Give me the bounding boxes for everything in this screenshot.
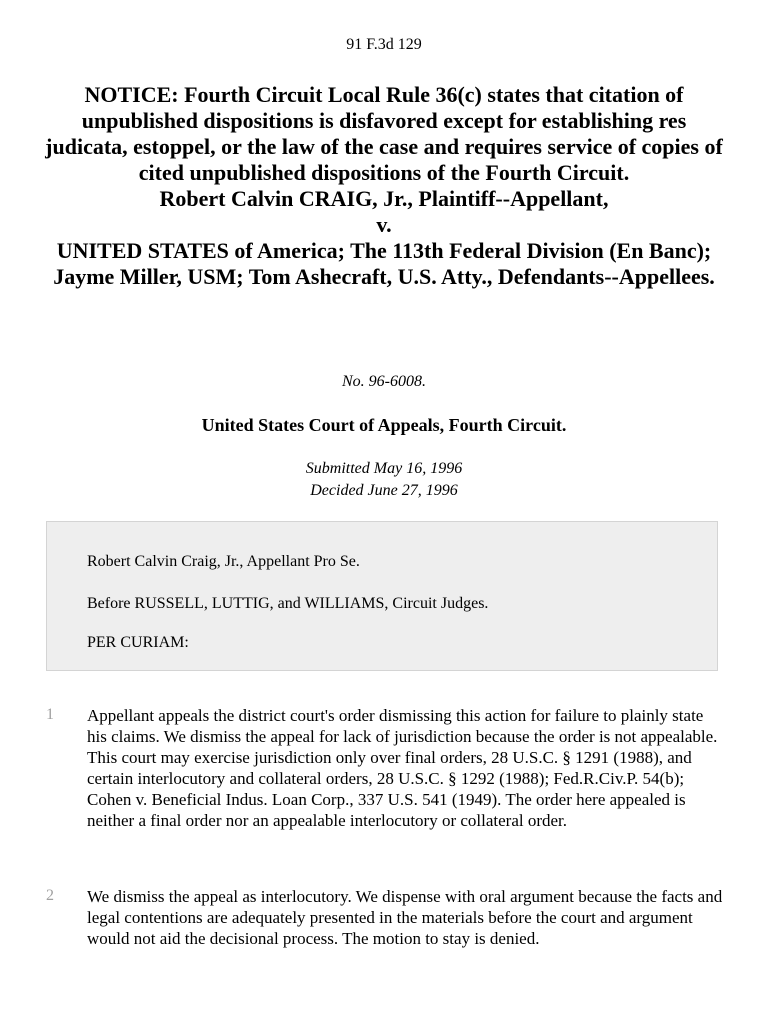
opinion-type-line: PER CURIAM: xyxy=(87,634,189,651)
plaintiff-party: Robert Calvin CRAIG, Jr., Plaintiff--Appellant, xyxy=(159,186,609,211)
case-dates xyxy=(0,458,768,502)
versus-label: v. xyxy=(376,212,392,237)
counsel-line: Robert Calvin Craig, Jr., Appellant Pro Se. xyxy=(87,553,360,570)
case-caption xyxy=(40,82,728,290)
paragraph-number: 2 xyxy=(46,887,54,904)
paragraph-number: 1 xyxy=(46,706,54,723)
opinion-header-box xyxy=(46,521,718,671)
decided-date: Decided June 27, 1996 xyxy=(310,482,458,499)
paragraph-text: We dismiss the appeal as interlocutory. We dispense with oral argument because the facts and legal contentions are adequately presented in the materials before the court and argument would not aid the decisional process. The motion to stay is denied. xyxy=(87,887,723,948)
court-name: United States Court of Appeals, Fourth Circuit. xyxy=(201,415,567,435)
paragraph-text: Appellant appeals the district court's order dismissing this action for failure to plainly state his claims. We dismiss the appeal for lack of jurisdiction because the order is not appealable. This court may exercise jurisdiction only over final orders, 28 U.S.C. § 1291 (1988), and certain interlocutory and collateral orders, 28 U.S.C. § 1292 (1988); Fed.R.Civ.P. 54(b); Cohen v. Beneficial Indus. Loan Corp., 337 U.S. 541 (1949). The order here appealed is neither a final order nor an appealable interlocutory or collateral order. xyxy=(87,706,718,830)
judges-line: Before RUSSELL, LUTTIG, and WILLIAMS, Circuit Judges. xyxy=(87,595,489,612)
notice-text: NOTICE: Fourth Circuit Local Rule 36(c) states that citation of unpublished dispositions is disfavored except for establishing res judicata, estoppel, or the law of the case and requires service of copies of cited unpublished dispositions of the Fourth Circuit. xyxy=(45,82,723,185)
docket-number: No. 96-6008. xyxy=(342,373,426,390)
case-citation: 91 F.3d 129 xyxy=(346,36,422,53)
submitted-date: Submitted May 16, 1996 xyxy=(305,460,463,477)
defendant-parties: UNITED STATES of America; The 113th Federal Division (En Banc); Jayme Miller, USM; Tom Ashecraft, U.S. Atty., Defendants--Appellees. xyxy=(53,238,715,289)
